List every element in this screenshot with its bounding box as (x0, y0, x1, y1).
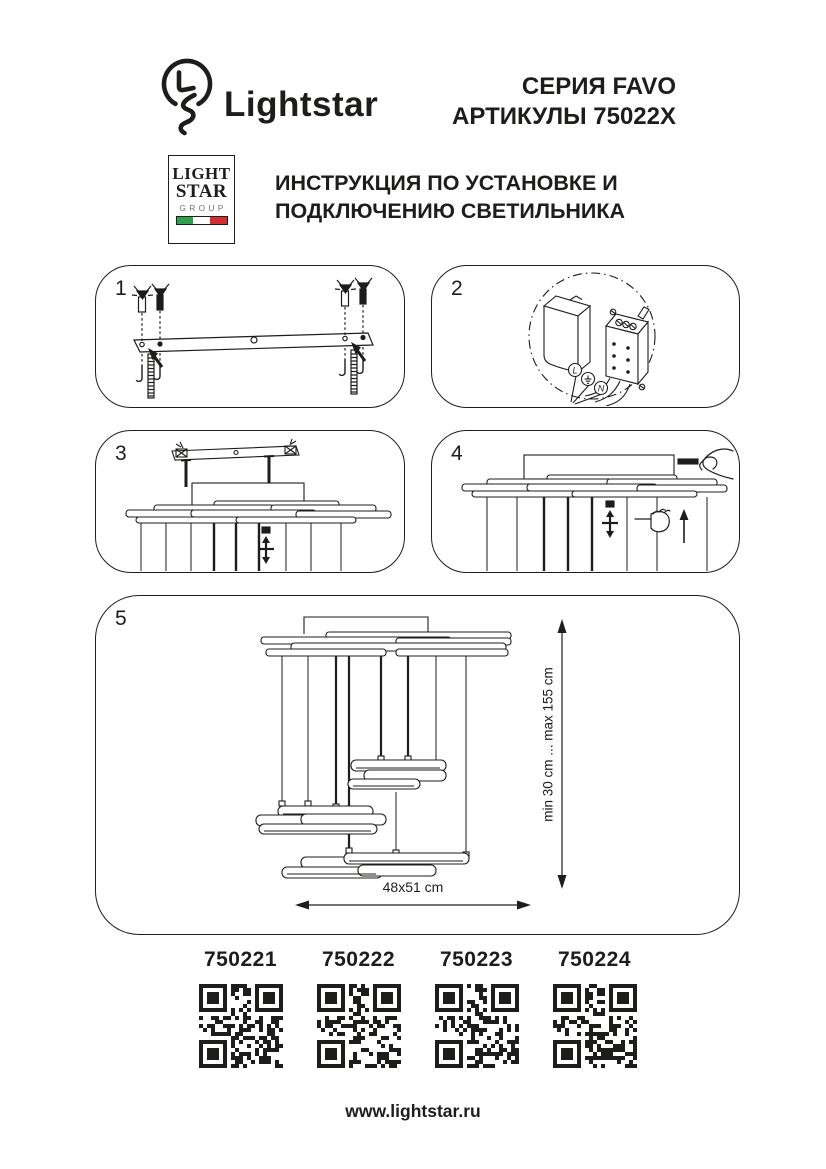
group-logo-light: LIGHT (172, 164, 231, 183)
italian-flag-icon (176, 216, 228, 225)
article-item (433, 948, 520, 1068)
hand-icon (700, 449, 733, 479)
article-number: 750224 (557, 948, 632, 971)
article-item (551, 948, 638, 1068)
page-title (275, 170, 695, 225)
height-adjuster-icon (258, 527, 274, 564)
ceiling-plate-diagram (96, 266, 403, 406)
panel-step-2 (431, 265, 740, 408)
flag-white (193, 217, 210, 224)
wire-label-line: L (572, 365, 578, 376)
step-number: 3 (115, 442, 127, 465)
group-logo-star: STAR (175, 181, 228, 202)
website-url: www.lightstar.ru (345, 1101, 481, 1121)
step-number: 1 (115, 277, 127, 300)
pointing-hand-icon (635, 509, 670, 531)
height-dimension-label: min 30 cm ... max 155 cm (540, 667, 556, 822)
qr-code (199, 984, 283, 1068)
canopy-fixing-diagram (432, 431, 738, 571)
height-adjuster-icon (602, 501, 618, 538)
flag-green (177, 217, 194, 224)
qr-code (435, 984, 519, 1068)
lightstar-group-logo (168, 155, 235, 244)
lightstar-bulb-icon (158, 57, 216, 139)
page-title-line2: ПОДКЛЮЧЕНИЮ СВЕТИЛЬНИКА (275, 198, 626, 223)
article-item (315, 948, 402, 1068)
lightstar-logo (158, 57, 378, 139)
panel-step-3 (95, 430, 405, 573)
article-number: 750223 (439, 948, 514, 971)
group-logo-group: GROUP (179, 203, 227, 213)
step-number: 4 (451, 442, 463, 465)
panel-step-5 (95, 595, 740, 935)
width-dimension-arrow (295, 901, 531, 910)
flag-red (210, 217, 227, 224)
qr-code (317, 984, 401, 1068)
qr-code (553, 984, 637, 1068)
article-number: 750221 (203, 948, 278, 971)
fixture-hanging-diagram (96, 431, 403, 571)
wire-label-neutral: N (597, 383, 605, 394)
article-number: 750222 (321, 948, 396, 971)
brand-wordmark: Lightstar (224, 85, 379, 124)
step-number: 2 (451, 277, 463, 300)
article-item (197, 948, 284, 1068)
step-number: 5 (115, 607, 127, 630)
terminal-block-diagram (432, 266, 738, 406)
panel-step-1 (95, 265, 405, 408)
series-header (452, 72, 676, 132)
page-title-line1: ИНСТРУКЦИЯ ПО УСТАНОВКЕ И (275, 171, 618, 195)
series-name: СЕРИЯ FAVO (521, 73, 676, 100)
width-dimension-label: 48x51 cm (382, 879, 444, 895)
panel-step-4 (431, 430, 740, 573)
article-qr-list (95, 948, 740, 1068)
height-dimension-arrow (558, 619, 567, 889)
articles-line: АРТИКУЛЫ 75022X (452, 103, 676, 130)
